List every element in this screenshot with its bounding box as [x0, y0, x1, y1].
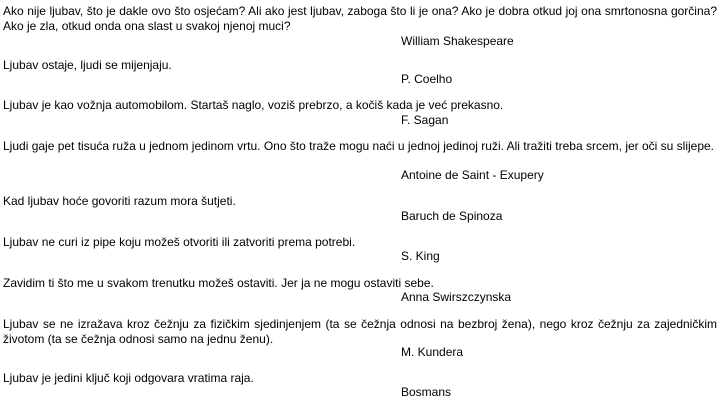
quote-text: Kad ljubav hoće govoriti razum mora šutjeti.: [3, 194, 236, 208]
quote-author: Bosmans: [401, 385, 452, 399]
quote-author: Antoine de Saint - Exupery: [401, 168, 544, 182]
quote-text: Ljubav je jedini ključ koji odgovara vratima raja.: [3, 371, 254, 385]
quote-author: P. Coelho: [401, 72, 453, 86]
quote-text: Ljubav ne curi iz pipe koju možeš otvoriti ili zatvoriti prema potrebi.: [3, 235, 356, 249]
quote-author: Anna Swirszczynska: [401, 290, 512, 304]
quote-author: Baruch de Spinoza: [401, 209, 503, 223]
quote-author: William Shakespeare: [401, 34, 514, 48]
quote-text: Ljudi gaje pet tisuća ruža u jednom jedinom vrtu. Ono što traže mogu naći u jednoj jedinoj ruži. Ali tražiti treba srcem, jer oči su slijepe.: [3, 139, 715, 153]
quote-author: F. Sagan: [401, 113, 449, 127]
quote-text: Ljubav se ne izražava kroz čežnju za fizičkim sjedinjenjem (ta se čežnja odnosi na bezbroj žena), nego kroz čežnju za zajedničkim životom (ta se čežnja odnosi samo na jednu ženu).: [3, 317, 717, 346]
quote-text: Zavidim ti što me u svakom trenutku možeš ostaviti. Jer ja ne mogu ostaviti sebe.: [3, 276, 434, 290]
quote-text: Ljubav ostaje, ljudi se mijenjaju.: [3, 58, 172, 72]
quote-author: S. King: [401, 249, 440, 263]
quote-text: Ako nije ljubav, što je dakle ovo što osjećam? Ali ako jest ljubav, zaboga što li je ona? Ako je dobra otkud joj ona smrtonosna gorčina? Ako je zla, otkud onda ona slast u svakoj njenoj muci?: [3, 4, 717, 33]
quote-author: M. Kundera: [401, 345, 464, 359]
quote-text: Ljubav je kao vožnja automobilom. Startaš naglo, voziš prebrzo, a kočiš kada je već prekasno.: [3, 98, 504, 112]
